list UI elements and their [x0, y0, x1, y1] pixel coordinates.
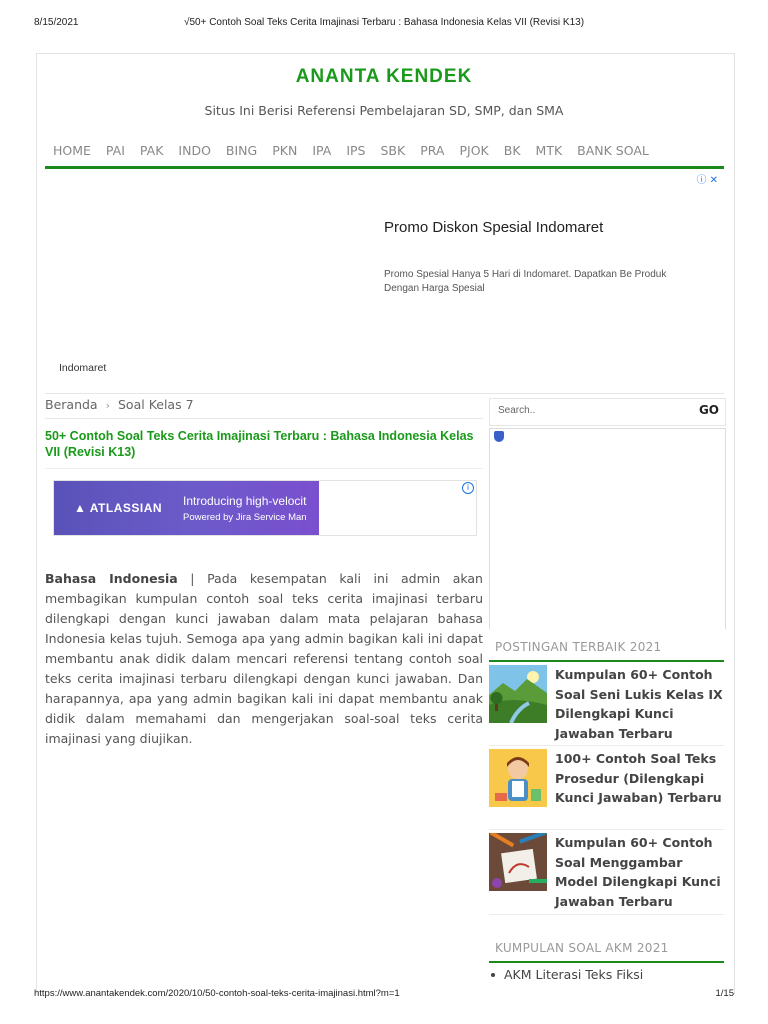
print-page-number: 1/15 [715, 988, 734, 999]
atlassian-logo: ▲ ATLASSIAN [74, 501, 163, 515]
nav-item-ips[interactable]: IPS [346, 143, 366, 158]
best-posts-underline [489, 660, 724, 662]
print-header [34, 17, 734, 31]
nav-item-pra[interactable]: PRA [420, 143, 445, 158]
nav-item-home[interactable]: HOME [53, 143, 91, 158]
best-post-title[interactable]: Kumpulan 60+ Contoh Soal Menggambar Model Dilengkapi Kunci Jawaban Terbaru [555, 835, 721, 909]
akm-heading: KUMPULAN SOAL AKM 2021 [495, 941, 669, 955]
atlassian-ad-banner[interactable] [54, 481, 319, 535]
search-input[interactable]: Search.. [498, 405, 536, 416]
nav-item-pkn[interactable]: PKN [272, 143, 298, 158]
ad-info-icon[interactable]: i [462, 482, 474, 494]
atlassian-ad[interactable] [53, 480, 477, 536]
nav-item-sbk[interactable]: SBK [380, 143, 406, 158]
best-posts-heading: POSTINGAN TERBAIK 2021 [495, 640, 662, 654]
student-illustration-thumbnail[interactable] [489, 749, 547, 807]
site-title[interactable]: ANANTA KENDEK [295, 66, 473, 87]
article-lead-separator: | [177, 571, 208, 586]
ad-badge-icon [494, 431, 504, 442]
breadcrumb [45, 397, 194, 412]
sidebar-ad[interactable] [489, 428, 726, 629]
article-body [45, 569, 483, 749]
akm-underline [489, 961, 724, 963]
akm-item-label[interactable]: AKM Literasi Teks Fiksi [504, 967, 644, 982]
nav-item-ipa[interactable]: IPA [312, 143, 332, 158]
nav-item-pjok[interactable]: PJOK [459, 143, 489, 158]
print-url: https://www.anantakendek.com/2020/10/50-contoh-soal-teks-cerita-imajinasi.html?m=1 [34, 988, 400, 999]
nav-item-bk[interactable]: BK [503, 143, 521, 158]
sidebar-search [489, 398, 726, 426]
site-description: Situs Ini Berisi Referensi Pembelajaran SD, SMP, dan SMA [204, 103, 564, 118]
best-post-title[interactable]: Kumpulan 60+ Contoh Soal Seni Lukis Kelas IX Dilengkapi Kunci Jawaban Terbaru [555, 667, 723, 741]
search-go-button[interactable]: GO [698, 403, 719, 417]
best-post-separator [489, 829, 724, 830]
best-post-separator [489, 914, 724, 915]
atlassian-ad-headline: Introducing high-velocit [183, 494, 307, 508]
drawing-supplies-thumbnail[interactable] [489, 833, 547, 891]
akm-list-item[interactable] [491, 967, 643, 982]
nav-item-pak[interactable]: PAK [139, 143, 164, 158]
print-doc-title: √50+ Contoh Soal Teks Cerita Imajinasi Terbaru : Bahasa Indonesia Kelas VII (Revisi K13) [183, 17, 585, 28]
nav-item-mtk[interactable]: MTK [535, 143, 563, 158]
best-post-item[interactable] [489, 665, 724, 745]
atlassian-ad-subline: Powered by Jira Service Man [183, 512, 307, 523]
post-title: 50+ Contoh Soal Teks Cerita Imajinasi Terbaru : Bahasa Indonesia Kelas VII (Revisi K13) [45, 429, 474, 459]
best-post-title[interactable]: 100+ Contoh Soal Teks Prosedur (Dilengkapi Kunci Jawaban) Terbaru [555, 751, 722, 805]
nav-item-bank-soal[interactable]: BANK SOAL [577, 143, 649, 158]
landscape-painting-thumbnail[interactable] [489, 665, 547, 723]
main-nav [53, 143, 664, 159]
title-divider [45, 468, 483, 469]
breadcrumb-home[interactable]: Beranda [45, 397, 98, 412]
indomaret-ad[interactable] [45, 169, 724, 394]
best-post-item[interactable] [489, 833, 724, 913]
breadcrumb-category[interactable]: Soal Kelas 7 [118, 397, 194, 412]
ad-title[interactable]: Promo Diskon Spesial Indomaret [384, 219, 604, 236]
bullet-icon [491, 973, 495, 977]
best-post-separator [489, 745, 724, 746]
nav-item-pai[interactable]: PAI [105, 143, 125, 158]
article-lead-subject: Bahasa Indonesia [45, 571, 178, 586]
ad-choices-icon[interactable]: ⓘ ✕ [696, 175, 718, 186]
nav-item-bing[interactable]: BING [225, 143, 258, 158]
ad-text: Promo Spesial Hanya 5 Hari di Indomaret. Dapatkan Be Produk Dengan Harga Spesial [384, 269, 667, 294]
breadcrumb-divider [45, 418, 483, 419]
article-paragraph: Pada kesempatan kali ini admin akan membagikan kumpulan contoh soal teks cerita imajinasi terbaru dilengkapi dengan kunci jawaban dalam mata pelajaran bahasa Indonesia kelas tujuh. Semoga apa yang admin bagikan kali ini dapat membantu anak didik dalam mencari referensi tentang contoh soal teks cerita imajinasi terbaru dilengkapi dengan kunci jawaban. Dan harapannya, apa yang admin bagikan kali ini dapat membantu anak didik dalam memahami dan mengerjakan soal-soal teks cerita imajinasi yang diujikan. [45, 571, 483, 746]
breadcrumb-separator: › [105, 399, 110, 412]
nav-item-indo[interactable]: INDO [178, 143, 211, 158]
print-footer [34, 988, 734, 1002]
best-post-item[interactable] [489, 749, 724, 829]
ad-brand: Indomaret [59, 362, 107, 374]
print-date: 8/15/2021 [34, 17, 79, 28]
